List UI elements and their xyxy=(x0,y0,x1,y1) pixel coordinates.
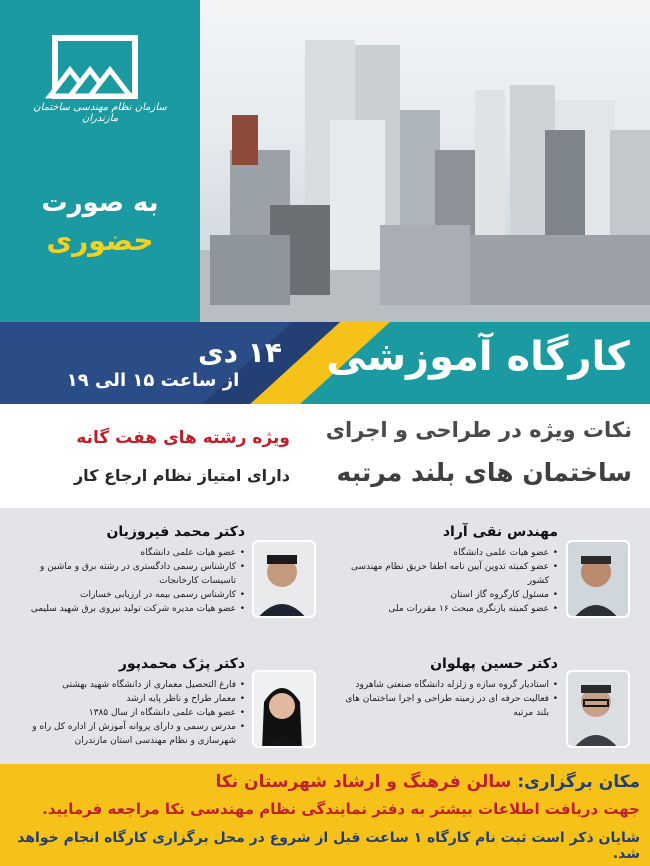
speaker-card-2 xyxy=(10,524,245,616)
speaker-credentials xyxy=(340,678,558,720)
speaker-card-3 xyxy=(340,656,558,720)
speaker-mohammadpour-avatar xyxy=(252,670,316,748)
speaker-name: دکتر محمد فیروزیان xyxy=(106,524,245,540)
venue-value: سالن فرهنگ و ارشاد شهرستان نکا xyxy=(215,772,512,792)
credential-item: • عضو هیات علمی دانشگاه از سال ۱۳۸۵ xyxy=(10,706,245,720)
subtitle-line2: ساختمان های بلند مرتبه xyxy=(336,458,632,487)
speaker-name: دکتر حسین پهلوان xyxy=(430,656,558,672)
registration-note: شایان ذکر است ثبت نام کارگاه ۱ ساعت قبل از شروع در محل برگزاری کارگاه انجام خواهد شد. xyxy=(17,830,640,862)
attendance-mode-line1: به صورت xyxy=(41,188,159,218)
speaker-credentials xyxy=(10,678,245,748)
credential-item: • فارغ التحصیل معماری از دانشگاه شهید بهشتی xyxy=(10,678,245,692)
credential-item: • استادیار گروه سازه و زلزله دانشگاه صنعتی شاهرود xyxy=(340,678,558,692)
speaker-card-1 xyxy=(340,524,558,616)
credential-item: • عضو کمیته بازنگری مبحث ۱۶ مقررات ملی xyxy=(340,602,558,616)
speaker-credentials xyxy=(340,546,558,616)
speaker-arad-avatar xyxy=(566,540,630,618)
speaker-name: مهندس نقی آراد xyxy=(442,524,558,540)
event-title: کارگاه آموزشی xyxy=(326,334,630,380)
credential-item: • عضو هیات مدیره شرکت تولید نیروی برق شهید سلیمی xyxy=(10,602,245,616)
speaker-firouzian-avatar xyxy=(252,540,316,618)
special-for-text: ویژه رشته های هفت گانه xyxy=(76,428,290,448)
organization-name: سازمان نظام مهندسی ساختمان مازندران xyxy=(33,102,167,124)
credential-item: • مسئول کارگروه گاز استان xyxy=(340,588,558,602)
speaker-pahlavan-avatar xyxy=(566,670,630,748)
subtitle-line1: نکات ویژه در طراحی و اجرای xyxy=(325,418,632,442)
credential-item: • فعالیت حرفه ای در زمینه طراحی و اجرا ساختمان های بلند مرتبه xyxy=(340,692,558,720)
event-date: ۱۴ دی xyxy=(198,336,282,369)
credential-item: • عضو کمیته تدوین آیین نامه اطفا حریق نظام مهندسی کشور xyxy=(340,560,558,588)
info-line: جهت دریافت اطلاعات بیشتر به دفتر نمایندگی نظام مهندسی نکا مراجعه فرمایید. xyxy=(42,800,640,818)
credential-item: • کارشناس رسمی دادگستری در رشته برق و ماشین و تاسیسات کارخانجات xyxy=(10,560,245,588)
credential-item: • کارشناس رسمی بیمه در ارزیابی خسارات xyxy=(10,588,245,602)
speaker-credentials xyxy=(10,546,245,616)
venue-line xyxy=(10,772,640,792)
organization-logo xyxy=(30,30,180,150)
speaker-name: دکتر پژک محمدپور xyxy=(118,656,245,672)
credential-item: • مدرس رسمی و دارای پروانه آموزش از اداره کل راه و شهرسازی و نظام مهندسی استان مازندران xyxy=(10,720,245,748)
credential-item: • معمار طراح و ناظر پایه ارشد xyxy=(10,692,245,706)
credential-item: • عضو هیات علمی دانشگاه xyxy=(10,546,245,560)
attendance-mode-line2: حضوری xyxy=(46,224,154,257)
credential-item: • عضو هیات علمی دانشگاه xyxy=(340,546,558,560)
venue-label: مکان برگزاری: xyxy=(517,772,640,792)
event-time: از ساعت ۱۵ الی ۱۹ xyxy=(66,370,240,391)
credit-text: دارای امتیاز نظام ارجاع کار xyxy=(73,466,290,485)
speaker-card-4 xyxy=(10,656,245,748)
